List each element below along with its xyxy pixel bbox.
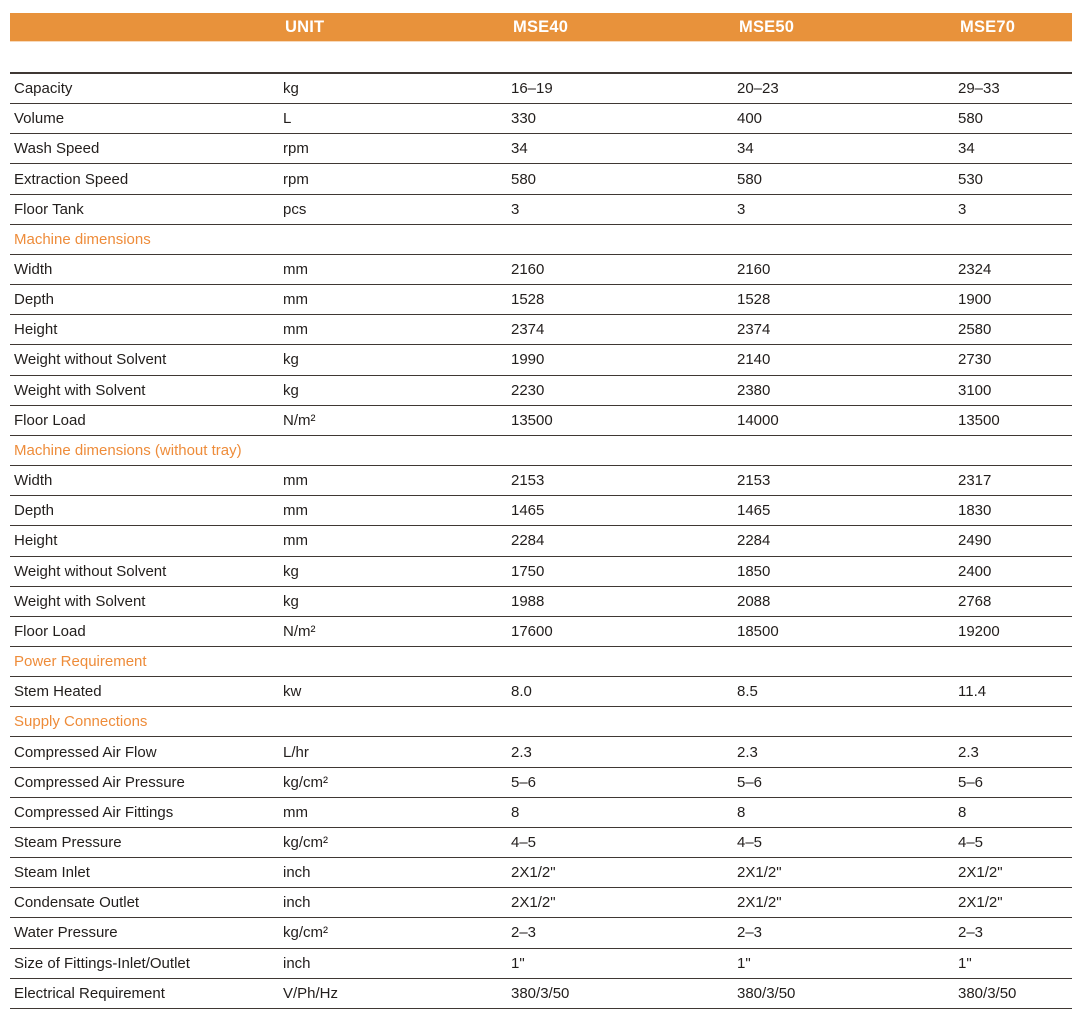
cell-mse50: 580 bbox=[737, 170, 763, 188]
row-label: Height bbox=[14, 321, 58, 339]
cell-mse50: 14000 bbox=[737, 411, 779, 429]
row-label: Electrical Requirement bbox=[14, 984, 165, 1002]
table-header-bar bbox=[10, 13, 1072, 41]
cell-mse70: 380/3/50 bbox=[958, 984, 1017, 1002]
cell-mse40: 1528 bbox=[511, 291, 545, 309]
table-row bbox=[10, 979, 1072, 1009]
row-label: Width bbox=[14, 472, 53, 490]
table-row bbox=[10, 406, 1072, 436]
cell-mse40: 17600 bbox=[511, 622, 553, 640]
cell-mse40: 8.0 bbox=[511, 683, 532, 701]
row-unit: mm bbox=[283, 261, 308, 279]
row-unit: rpm bbox=[283, 140, 309, 158]
cell-mse50: 5–6 bbox=[737, 773, 763, 791]
cell-mse40: 1990 bbox=[511, 351, 545, 369]
column-header-mse50: MSE50 bbox=[739, 17, 795, 36]
cell-mse40: 2.3 bbox=[511, 743, 532, 761]
cell-mse50: 8.5 bbox=[737, 683, 758, 701]
column-header-mse40: MSE40 bbox=[513, 17, 569, 36]
row-unit: kg bbox=[283, 381, 299, 399]
cell-mse40: 5–6 bbox=[511, 773, 537, 791]
cell-mse40: 16–19 bbox=[511, 80, 553, 98]
cell-mse70: 11.4 bbox=[958, 683, 987, 701]
table-row bbox=[10, 164, 1072, 194]
cell-mse40: 2284 bbox=[511, 532, 545, 550]
row-label: Depth bbox=[14, 291, 55, 309]
cell-mse40: 2160 bbox=[511, 261, 545, 279]
table-row bbox=[10, 74, 1072, 104]
table-row bbox=[10, 587, 1072, 617]
cell-mse70: 13500 bbox=[958, 411, 1000, 429]
cell-mse70: 1900 bbox=[958, 291, 992, 309]
table-row bbox=[10, 104, 1072, 134]
cell-mse50: 2.3 bbox=[737, 743, 758, 761]
row-unit: mm bbox=[283, 803, 308, 821]
cell-mse70: 2580 bbox=[958, 321, 992, 339]
cell-mse40: 380/3/50 bbox=[511, 984, 570, 1002]
cell-mse40: 1465 bbox=[511, 502, 545, 520]
table-row bbox=[10, 888, 1072, 918]
row-unit: mm bbox=[283, 502, 308, 520]
cell-mse50: 3 bbox=[737, 200, 746, 218]
cell-mse50: 2–3 bbox=[737, 924, 763, 942]
cell-mse40: 2X1/2" bbox=[511, 894, 556, 912]
cell-mse70: 5–6 bbox=[958, 773, 984, 791]
cell-mse40: 1750 bbox=[511, 562, 545, 580]
row-label: Compressed Air Fittings bbox=[14, 803, 174, 821]
table-row bbox=[10, 315, 1072, 345]
section-title: Supply Connections bbox=[14, 713, 148, 731]
cell-mse50: 1850 bbox=[737, 562, 771, 580]
table-row bbox=[10, 345, 1072, 375]
cell-mse50: 2X1/2" bbox=[737, 864, 782, 882]
row-label: Weight without Solvent bbox=[14, 562, 167, 580]
row-unit: kg bbox=[283, 562, 299, 580]
row-unit: mm bbox=[283, 472, 308, 490]
cell-mse70: 1" bbox=[958, 954, 972, 972]
cell-mse70: 530 bbox=[958, 170, 984, 188]
row-label: Floor Tank bbox=[14, 200, 84, 218]
cell-mse70: 3 bbox=[958, 200, 967, 218]
section-header-row bbox=[10, 707, 1072, 737]
cell-mse50: 1" bbox=[737, 954, 751, 972]
cell-mse70: 1830 bbox=[958, 502, 992, 520]
cell-mse70: 34 bbox=[958, 140, 975, 158]
row-unit: rpm bbox=[283, 170, 309, 188]
cell-mse40: 13500 bbox=[511, 411, 553, 429]
section-title: Power Requirement bbox=[14, 653, 147, 671]
row-unit: L bbox=[283, 110, 292, 128]
cell-mse50: 8 bbox=[737, 803, 746, 821]
row-unit: mm bbox=[283, 321, 308, 339]
table-row bbox=[10, 526, 1072, 556]
cell-mse40: 8 bbox=[511, 803, 520, 821]
row-unit: inch bbox=[283, 894, 311, 912]
row-label: Weight with Solvent bbox=[14, 381, 146, 399]
cell-mse50: 20–23 bbox=[737, 80, 779, 98]
row-unit: kg/cm² bbox=[283, 833, 328, 851]
section-title: Machine dimensions bbox=[14, 230, 151, 248]
cell-mse70: 4–5 bbox=[958, 833, 984, 851]
cell-mse40: 1988 bbox=[511, 592, 545, 610]
table-row bbox=[10, 376, 1072, 406]
table-row bbox=[10, 255, 1072, 285]
cell-mse70: 2.3 bbox=[958, 743, 979, 761]
cell-mse70: 2324 bbox=[958, 261, 992, 279]
row-label: Compressed Air Flow bbox=[14, 743, 157, 761]
cell-mse70: 8 bbox=[958, 803, 967, 821]
table-row bbox=[10, 828, 1072, 858]
cell-mse70: 19200 bbox=[958, 622, 1000, 640]
cell-mse70: 2768 bbox=[958, 592, 992, 610]
column-header-unit: UNIT bbox=[285, 17, 325, 36]
cell-mse40: 330 bbox=[511, 110, 537, 128]
table-row bbox=[10, 134, 1072, 164]
cell-mse40: 2230 bbox=[511, 381, 545, 399]
cell-mse50: 400 bbox=[737, 110, 763, 128]
table-row bbox=[10, 496, 1072, 526]
row-unit: mm bbox=[283, 532, 308, 550]
table-row bbox=[10, 557, 1072, 587]
cell-mse70: 3100 bbox=[958, 381, 992, 399]
row-label: Size of Fittings-Inlet/Outlet bbox=[14, 954, 190, 972]
cell-mse50: 1465 bbox=[737, 502, 771, 520]
row-unit: N/m² bbox=[283, 622, 316, 640]
row-unit: kg bbox=[283, 80, 299, 98]
column-header-mse70: MSE70 bbox=[960, 17, 1016, 36]
row-unit: V/Ph/Hz bbox=[283, 984, 339, 1002]
row-label: Steam Pressure bbox=[14, 833, 122, 851]
cell-mse40: 34 bbox=[511, 140, 528, 158]
table-row bbox=[10, 195, 1072, 225]
row-unit: kg bbox=[283, 592, 299, 610]
cell-mse50: 2153 bbox=[737, 472, 771, 490]
cell-mse40: 3 bbox=[511, 200, 520, 218]
row-label: Capacity bbox=[14, 80, 73, 98]
cell-mse50: 2140 bbox=[737, 351, 771, 369]
row-unit: L/hr bbox=[283, 743, 309, 761]
cell-mse50: 2088 bbox=[737, 592, 771, 610]
row-label: Condensate Outlet bbox=[14, 894, 140, 912]
row-unit: N/m² bbox=[283, 411, 316, 429]
cell-mse70: 2490 bbox=[958, 532, 992, 550]
table-row bbox=[10, 677, 1072, 707]
table-row bbox=[10, 617, 1072, 647]
table-row bbox=[10, 949, 1072, 979]
row-label: Floor Load bbox=[14, 622, 86, 640]
row-unit: inch bbox=[283, 864, 311, 882]
section-header-row bbox=[10, 225, 1072, 255]
cell-mse70: 2X1/2" bbox=[958, 864, 1003, 882]
row-unit: pcs bbox=[283, 200, 307, 218]
cell-mse50: 2X1/2" bbox=[737, 894, 782, 912]
table-row bbox=[10, 285, 1072, 315]
cell-mse70: 2730 bbox=[958, 351, 992, 369]
row-label: Stem Heated bbox=[14, 683, 102, 701]
cell-mse40: 2374 bbox=[511, 321, 545, 339]
row-label: Weight with Solvent bbox=[14, 592, 146, 610]
row-unit: mm bbox=[283, 291, 308, 309]
row-unit: kg/cm² bbox=[283, 924, 328, 942]
section-header-row bbox=[10, 647, 1072, 677]
cell-mse50: 380/3/50 bbox=[737, 984, 796, 1002]
row-unit: kg/cm² bbox=[283, 773, 328, 791]
row-label: Water Pressure bbox=[14, 924, 118, 942]
cell-mse50: 18500 bbox=[737, 622, 779, 640]
section-title: Machine dimensions (without tray) bbox=[14, 441, 242, 459]
cell-mse70: 2–3 bbox=[958, 924, 984, 942]
row-label: Floor Load bbox=[14, 411, 86, 429]
row-label: Weight without Solvent bbox=[14, 351, 167, 369]
cell-mse70: 580 bbox=[958, 110, 984, 128]
table-row bbox=[10, 466, 1072, 496]
cell-mse40: 1" bbox=[511, 954, 525, 972]
cell-mse50: 2160 bbox=[737, 261, 771, 279]
cell-mse70: 2317 bbox=[958, 472, 992, 490]
table-row bbox=[10, 768, 1072, 798]
cell-mse40: 4–5 bbox=[511, 833, 537, 851]
row-unit: inch bbox=[283, 954, 311, 972]
cell-mse40: 2–3 bbox=[511, 924, 537, 942]
cell-mse40: 2X1/2" bbox=[511, 864, 556, 882]
row-label: Steam Inlet bbox=[14, 864, 90, 882]
row-label: Volume bbox=[14, 110, 65, 128]
row-label: Compressed Air Pressure bbox=[14, 773, 185, 791]
row-label: Wash Speed bbox=[14, 140, 100, 158]
row-label: Depth bbox=[14, 502, 55, 520]
table-row bbox=[10, 918, 1072, 948]
table-row bbox=[10, 858, 1072, 888]
cell-mse70: 2X1/2" bbox=[958, 894, 1003, 912]
cell-mse40: 580 bbox=[511, 170, 537, 188]
cell-mse70: 2400 bbox=[958, 562, 992, 580]
row-label: Height bbox=[14, 532, 58, 550]
row-unit: kg bbox=[283, 351, 299, 369]
spec-table-body bbox=[10, 72, 1072, 1009]
cell-mse40: 2153 bbox=[511, 472, 545, 490]
cell-mse50: 2284 bbox=[737, 532, 771, 550]
row-label: Width bbox=[14, 261, 53, 279]
cell-mse50: 2374 bbox=[737, 321, 771, 339]
table-row bbox=[10, 798, 1072, 828]
cell-mse50: 4–5 bbox=[737, 833, 763, 851]
row-unit: kw bbox=[283, 683, 302, 701]
row-label: Extraction Speed bbox=[14, 170, 129, 188]
cell-mse70: 29–33 bbox=[958, 80, 1000, 98]
section-header-row bbox=[10, 436, 1072, 466]
table-row bbox=[10, 737, 1072, 767]
cell-mse50: 1528 bbox=[737, 291, 771, 309]
cell-mse50: 34 bbox=[737, 140, 754, 158]
cell-mse50: 2380 bbox=[737, 381, 771, 399]
